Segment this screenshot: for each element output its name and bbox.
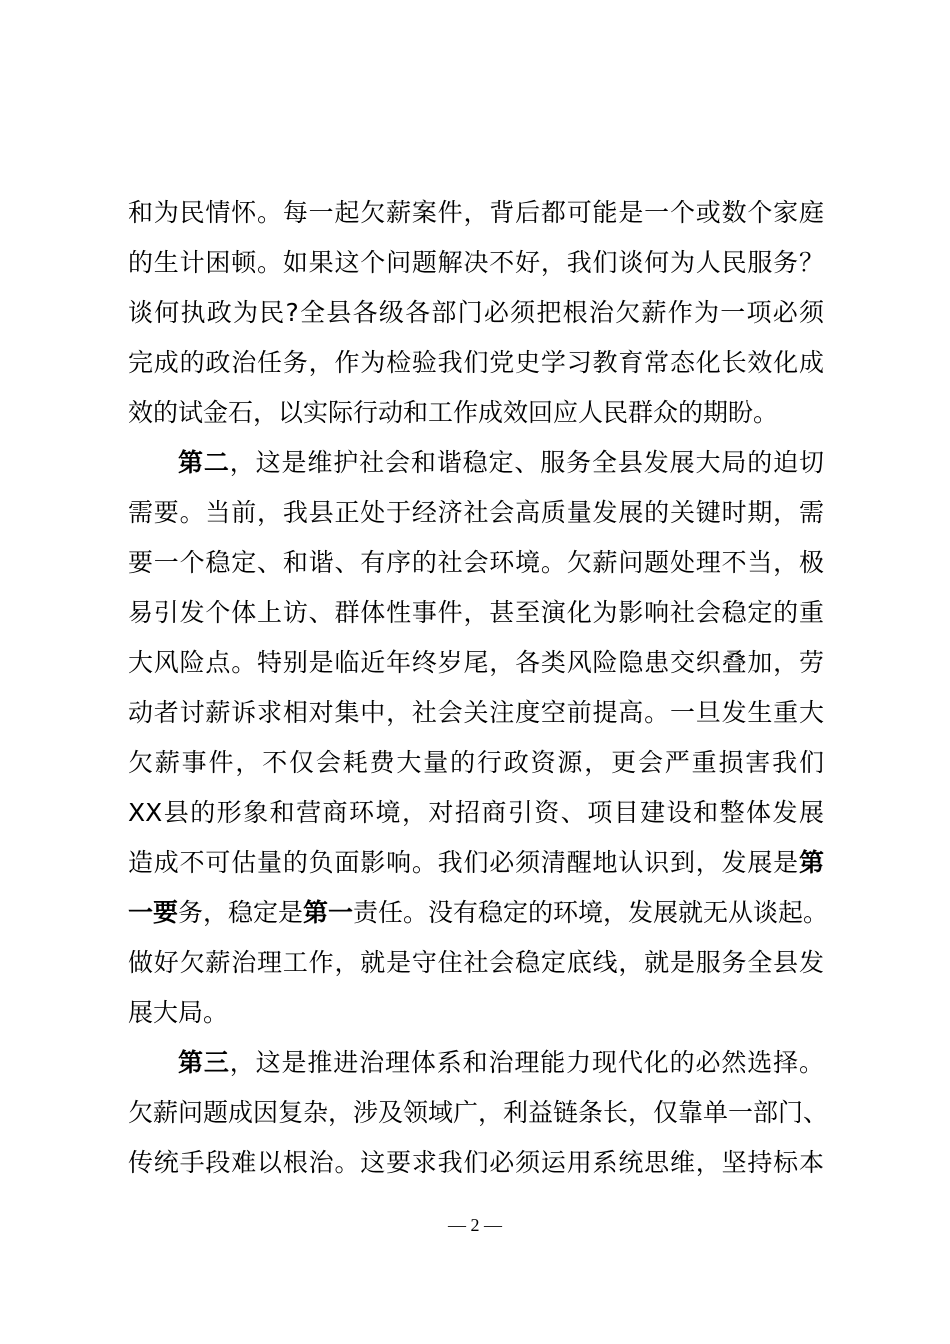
text-line (128, 388, 824, 438)
bold-text: 第三 (178, 1048, 230, 1077)
bold-text: 第一 (303, 898, 354, 927)
text-line (128, 738, 824, 788)
text-line (128, 638, 824, 688)
text-segment: XX县的形象和营商环境，对招商引资、项目建设和整体发展 (128, 798, 824, 827)
text-line (128, 588, 824, 638)
text-line (128, 438, 824, 488)
text-segment: 做好欠薪治理工作，就是守住社会稳定底线，就是服务全县发 (128, 948, 824, 977)
text-segment: 需要。当前，我县正处于经济社会高质量发展的关键时期，需 (128, 498, 824, 527)
document-body (128, 188, 829, 1188)
text-segment: 谈何执政为民?全县各级各部门必须把根治欠薪作为一项必须 (128, 298, 824, 327)
text-segment: ，这是维护社会和谐稳定、服务全县发展大局的迫切 (229, 448, 824, 477)
text-segment: 务，稳定是 (178, 898, 304, 927)
text-line (128, 938, 824, 988)
text-segment: ，这是推进治理体系和治理能力现代化的必然选择。 (229, 1048, 824, 1077)
text-line (128, 288, 824, 338)
text-segment: 欠薪问题成因复杂，涉及领域广，利益链条长，仅靠单一部门、 (128, 1098, 829, 1127)
text-line (128, 1038, 824, 1088)
text-line (128, 188, 824, 238)
text-line (128, 988, 824, 1038)
text-line (128, 338, 824, 388)
text-line (128, 1138, 824, 1188)
text-line (128, 538, 824, 588)
text-line (128, 488, 824, 538)
text-line (128, 838, 824, 888)
text-segment: 要一个稳定、和谐、有序的社会环境。欠薪问题处理不当，极 (128, 548, 824, 577)
text-segment: 责任。没有稳定的环境，发展就无从谈起。 (353, 898, 829, 927)
text-segment: 和为民情怀。每一起欠薪案件，背后都可能是一个或数个家庭 (128, 198, 824, 227)
bold-text: 一要 (128, 898, 179, 927)
text-segment: 易引发个体上访、群体性事件，甚至演化为影响社会稳定的重 (128, 598, 824, 627)
text-segment: 欠薪事件，不仅会耗费大量的行政资源，更会严重损害我们 (128, 748, 824, 777)
text-segment: 完成的政治任务，作为检验我们党史学习教育常态化长效化成 (128, 348, 824, 377)
text-line (128, 1088, 829, 1138)
text-line (128, 688, 824, 738)
text-segment: 造成不可估量的负面影响。我们必须清醒地认识到，发展是 (128, 848, 799, 877)
text-line (128, 238, 824, 288)
text-segment: 动者讨薪诉求相对集中，社会关注度空前提高。一旦发生重大 (128, 698, 824, 727)
text-segment: 效的试金石，以实际行动和工作成效回应人民群众的期盼。 (128, 398, 779, 427)
page-number: — 2 — (448, 1215, 502, 1235)
text-line (128, 788, 824, 838)
text-segment: 的生计困顿。如果这个问题解决不好，我们谈何为人民服务？ (128, 248, 824, 277)
bold-text: 第 (798, 848, 824, 877)
text-segment: 传统手段难以根治。这要求我们必须运用系统思维，坚持标本 (128, 1148, 824, 1177)
text-segment: 大风险点。特别是临近年终岁尾，各类风险隐患交织叠加，劳 (128, 648, 824, 677)
text-line (128, 888, 829, 938)
bold-text: 第二 (178, 448, 230, 477)
text-segment: 展大局。 (128, 998, 229, 1027)
